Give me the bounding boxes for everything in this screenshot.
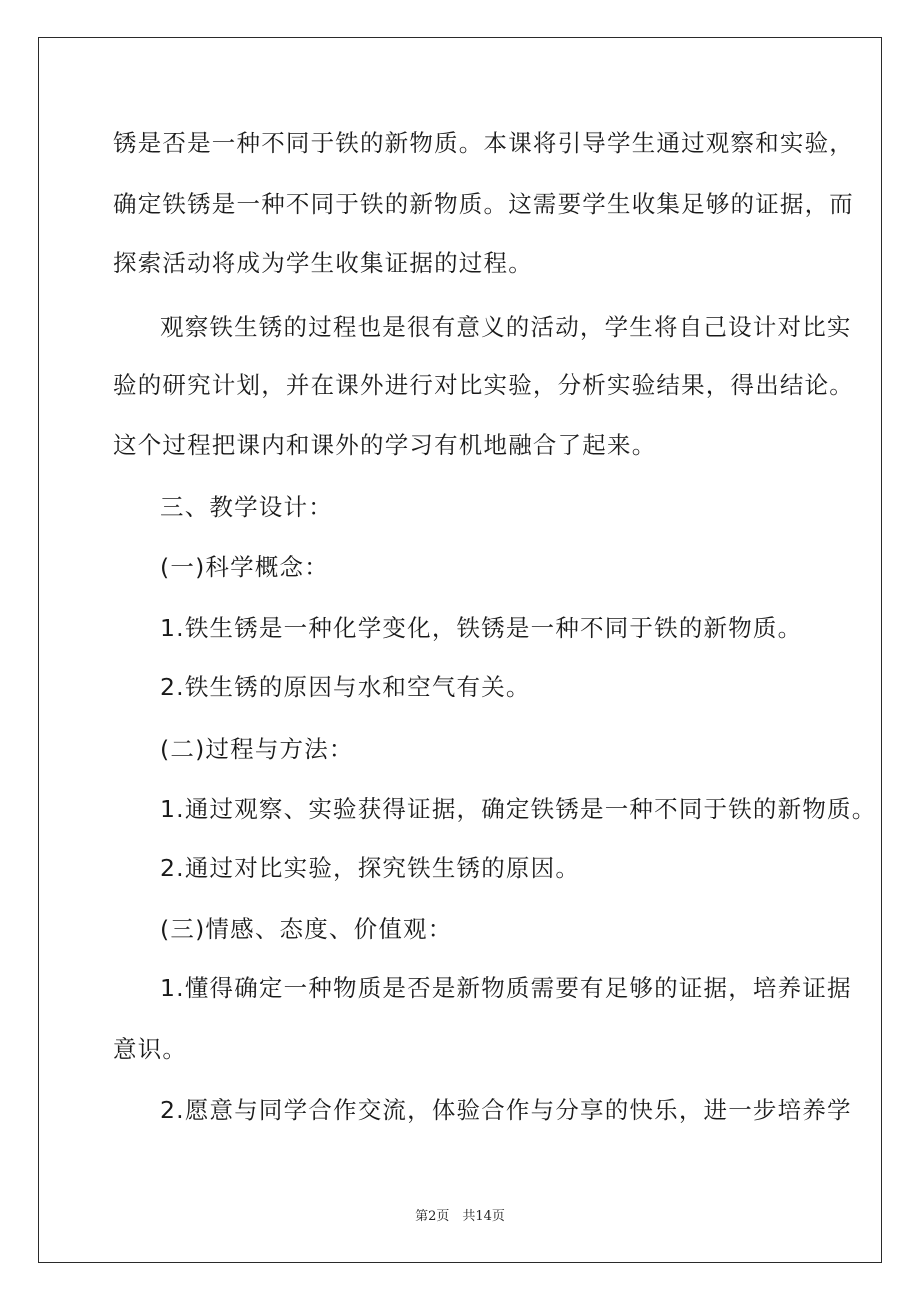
list-item: 1.铁生锈是一种化学变化，铁锈是一种不同于铁的新物质。 bbox=[160, 614, 803, 642]
list-item: 2.通过对比实验，探究铁生锈的原因。 bbox=[160, 854, 581, 882]
text-line: 锈是否是一种不同于铁的新物质。本课将引导学生通过观察和实验， bbox=[113, 129, 854, 157]
subsection-heading: (三)情感、态度、价值观： bbox=[160, 915, 453, 943]
section-heading: 三、教学设计： bbox=[160, 493, 333, 521]
list-item: 2.铁生锈的原因与水和空气有关。 bbox=[160, 673, 531, 701]
page-number-footer: 第2页 共14页 bbox=[415, 1209, 505, 1224]
text-line: 验的研究计划，并在课外进行对比实验，分析实验结果，得出结论。 bbox=[113, 371, 854, 399]
text-line: 探索活动将成为学生收集证据的过程。 bbox=[113, 249, 533, 277]
text-line: 确定铁锈是一种不同于铁的新物质。这需要学生收集足够的证据，而 bbox=[113, 190, 854, 218]
subsection-heading: (一)科学概念： bbox=[160, 553, 329, 581]
page-border bbox=[38, 37, 882, 1263]
list-item: 2.愿意与同学合作交流，体验合作与分享的快乐，进一步培养学 bbox=[160, 1096, 852, 1124]
subsection-heading: (二)过程与方法： bbox=[160, 735, 354, 763]
list-item-continuation: 意识。 bbox=[113, 1035, 188, 1063]
text-line: 这个过程把课内和课外的学习有机地融合了起来。 bbox=[113, 431, 657, 459]
list-item: 1.通过观察、实验获得证据，确定铁锈是一种不同于铁的新物质。 bbox=[160, 795, 877, 823]
text-line: 观察铁生锈的过程也是很有意义的活动，学生将自己设计对比实 bbox=[160, 313, 852, 341]
list-item: 1.懂得确定一种物质是否是新物质需要有足够的证据，培养证据 bbox=[160, 974, 852, 1002]
